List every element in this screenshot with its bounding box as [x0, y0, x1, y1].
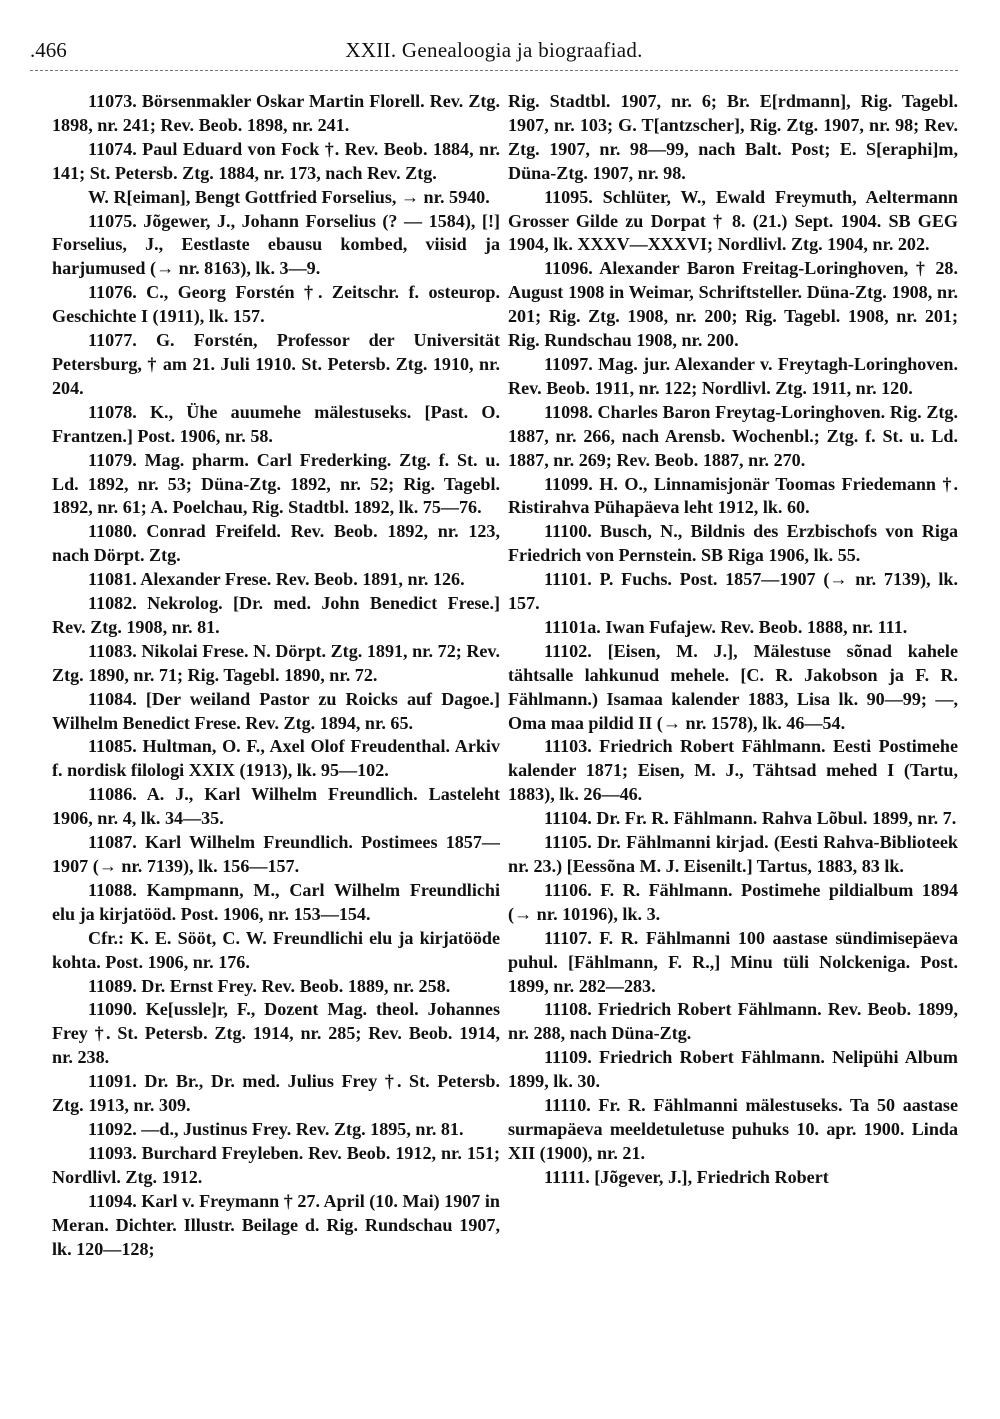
entry: 11105. Dr. Fählmanni kirjad. (Eesti Rahva-Biblioteek nr. 23.) [Eessõna M. J. Eisenilt.] Tartus, 1883, 83 lk.: [508, 832, 958, 876]
entry: 11102. [Eisen, M. J.], Mälestuse sõnad kahele tähtsalle lahkunud mehele. [C. R. Jakobson ja F. R. Fählmann.) Isamaa kalender 1883, Lisa lk. 90—99; —, Oma maa pildid II (→ nr. 1578), lk. 46—54.: [508, 640, 958, 733]
entry: 11098. Charles Baron Freytag-Loringhoven. Rig. Ztg. 1887, nr. 266, nach Arensb. Wochenbl.; Ztg. f. St. u. Ld. 1887, nr. 269; Rev. Beob. 1887, nr. 270.: [508, 401, 958, 470]
entry: 11099. H. O., Linnamisjonär Toomas Friedemann †. Ristirahva Pühapäeva leht 1912, lk. 60.: [508, 473, 958, 518]
entry: 11097. Mag. jur. Alexander v. Freytagh-Loringhoven. Rev. Beob. 1911, nr. 122; Nordlivl. Ztg. 1911, nr. 120.: [508, 353, 958, 398]
entry: 11082. Nekrolog. [Dr. med. John Benedict Frese.] Rev. Ztg. 1908, nr. 81.: [52, 593, 500, 637]
entry: 11084. [Der weiland Pastor zu Roicks auf Dagoe.] Wilhelm Benedict Frese. Rev. Ztg. 1894, nr. 65.: [52, 688, 500, 733]
entry: 11101. P. Fuchs. Post. 1857—1907 (→ nr. 7139), lk. 157.: [508, 569, 958, 614]
entry: 11091. Dr. Br., Dr. med. Julius Frey †. St. Petersb. Ztg. 1913, nr. 309.: [52, 1071, 500, 1116]
entry: 11093. Burchard Freyleben. Rev. Beob. 1912, nr. 151; Nordlivl. Ztg. 1912.: [52, 1142, 500, 1187]
entry: Cfr.: K. E. Sööt, C. W. Freundlichi elu ja kirjatööde kohta. Post. 1906, nr. 176.: [52, 927, 500, 972]
entry: 11109. Friedrich Robert Fählmann. Nelipühi Album 1899, lk. 30.: [508, 1047, 958, 1092]
entry: 11080. Conrad Freifeld. Rev. Beob. 1892, nr. 123, nach Dörpt. Ztg.: [52, 521, 500, 566]
entry: 11088. Kampmann, M., Carl Wilhelm Freundlichi elu ja kirjatööd. Post. 1906, nr. 153—154.: [52, 879, 500, 924]
entry: 11074. Paul Eduard von Fock †. Rev. Beob. 1884, nr. 141; St. Petersb. Ztg. 1884, nr. 173, nach Rev. Ztg.: [52, 138, 500, 183]
entry: 11104. Dr. Fr. R. Fählmann. Rahva Lõbul. 1899, nr. 7.: [544, 808, 957, 829]
entry: 11107. F. R. Fählmanni 100 aastase sündimisepäeva puhul. [Fählmann, F. R.,] Minu tüli Nolckeniga. Post. 1899, nr. 282—283.: [508, 927, 958, 996]
entry: 11081. Alexander Frese. Rev. Beob. 1891, nr. 126.: [88, 569, 465, 590]
entry: 11108. Friedrich Robert Fählmann. Rev. Beob. 1899, nr. 288, nach Düna-Ztg.: [508, 999, 958, 1044]
entry-continuation: Rig. Stadtbl. 1907, nr. 6; Br. E[rdmann], Rig. Tagebl. 1907, nr. 103; G. T[antzscher], Rig. Ztg. 1907, nr. 98; Rev. Ztg. 1907, nr. 98—99, nach Balt. Post; E. S[eraphi]m, Düna-Ztg. 1907, nr. 98.: [508, 91, 958, 183]
page-number: .466: [30, 38, 67, 62]
entry: 11075. Jõgewer, J., Johann Forselius (? — 1584), [!] Forselius, J., Eestlaste ebausu kombed, viisid ja harjumused (→ nr. 8163), lk. 3—9.: [52, 210, 500, 279]
entry: 11076. C., Georg Forstén †. Zeitschr. f. osteurop. Geschichte I (1911), lk. 157.: [52, 282, 500, 327]
entry: 11110. Fr. R. Fählmanni mälestuseks. Ta 50 aastase surmapäeva meeldetuletuse puhuks 10. apr. 1900. Linda XII (1900), nr. 21.: [508, 1095, 958, 1163]
running-header: [30, 32, 958, 72]
entry: 11083. Nikolai Frese. N. Dörpt. Ztg. 1891, nr. 72; Rev. Ztg. 1890, nr. 71; Rig. Tagebl. 1890, nr. 72.: [52, 640, 500, 685]
header-rule: [30, 70, 958, 71]
entry: W. R[eiman], Bengt Gottfried Forselius, → nr. 5940.: [88, 186, 490, 207]
entry: 11087. Karl Wilhelm Freundlich. Postimees 1857—1907 (→ nr. 7139), lk. 156—157.: [52, 832, 500, 876]
right-column: [508, 90, 958, 1190]
entry: 11077. G. Forstén, Professor der Universität Petersburg, † am 21. Juli 1910. St. Petersb. Ztg. 1910, nr. 204.: [52, 330, 500, 398]
running-title: XXII. Genealoogia ja biograafiad.: [345, 38, 643, 62]
entry: 11086. A. J., Karl Wilhelm Freundlich. Lasteleht 1906, nr. 4, lk. 34—35.: [52, 784, 500, 829]
entry: 11095. Schlüter, W., Ewald Freymuth, Aeltermann Grosser Gilde zu Dorpat † 8. (21.) Sept. 1904. SB GEG 1904, lk. XXXV—XXXVI; Nordlivl. Ztg. 1904, nr. 202.: [508, 186, 958, 255]
entry: 11103. Friedrich Robert Fählmann. Eesti Postimehe kalender 1871; Eisen, M. J., Tähtsad mehed I (Tartu, 1883), lk. 26—46.: [508, 736, 958, 805]
entry: 11090. Ke[ussle]r, F., Dozent Mag. theol. Johannes Frey †. St. Petersb. Ztg. 1914, nr. 285; Rev. Beob. 1914, nr. 238.: [52, 999, 500, 1068]
entry: 11089. Dr. Ernst Frey. Rev. Beob. 1889, nr. 258.: [88, 975, 451, 996]
entry: 11085. Hultman, O. F., Axel Olof Freudenthal. Arkiv f. nordisk filologi XXIX (1913), lk. 95—102.: [52, 736, 500, 781]
entry: 11092. —d., Justinus Frey. Rev. Ztg. 1895, nr. 81.: [88, 1118, 464, 1139]
entry: 11101a. Iwan Fufajew. Rev. Beob. 1888, nr. 111.: [544, 616, 908, 637]
entry: 11100. Busch, N., Bildnis des Erzbischofs von Riga Friedrich von Pernstein. SB Riga 1906, lk. 55.: [508, 521, 958, 566]
entry: 11078. K., Ühe auumehe mälestuseks. [Past. O. Frantzen.] Post. 1906, nr. 58.: [52, 401, 500, 446]
entry: 11094. Karl v. Freymann † 27. April (10. Mai) 1907 in Meran. Dichter. Illustr. Beilage d. Rig. Rundschau 1907, lk. 120—128;: [52, 1190, 500, 1259]
entry: 11073. Börsenmakler Oskar Martin Florell. Rev. Ztg. 1898, nr. 241; Rev. Beob. 1898, nr. 241.: [52, 91, 500, 135]
entry: 11079. Mag. pharm. Carl Frederking. Ztg. f. St. u. Ld. 1892, nr. 53; Düna-Ztg. 1892, nr. 52; Rig. Tagebl. 1892, nr. 61; A. Poelchau, Rig. Stadtbl. 1892, lk. 75—76.: [52, 449, 500, 518]
left-column: [52, 90, 500, 1261]
entry: 11111. [Jõgever, J.], Friedrich Robert: [544, 1166, 829, 1187]
entry: 11106. F. R. Fählmann. Postimehe pildialbum 1894 (→ nr. 10196), lk. 3.: [508, 879, 958, 924]
entry: 11096. Alexander Baron Freitag-Loringhoven, † 28. August 1908 in Weimar, Schriftsteller. Düna-Ztg. 1908, nr. 201; Rig. Ztg. 1908, nr. 200; Rig. Tagebl. 1908, nr. 201; Rig. Rundschau 1908, nr. 200.: [508, 258, 958, 351]
